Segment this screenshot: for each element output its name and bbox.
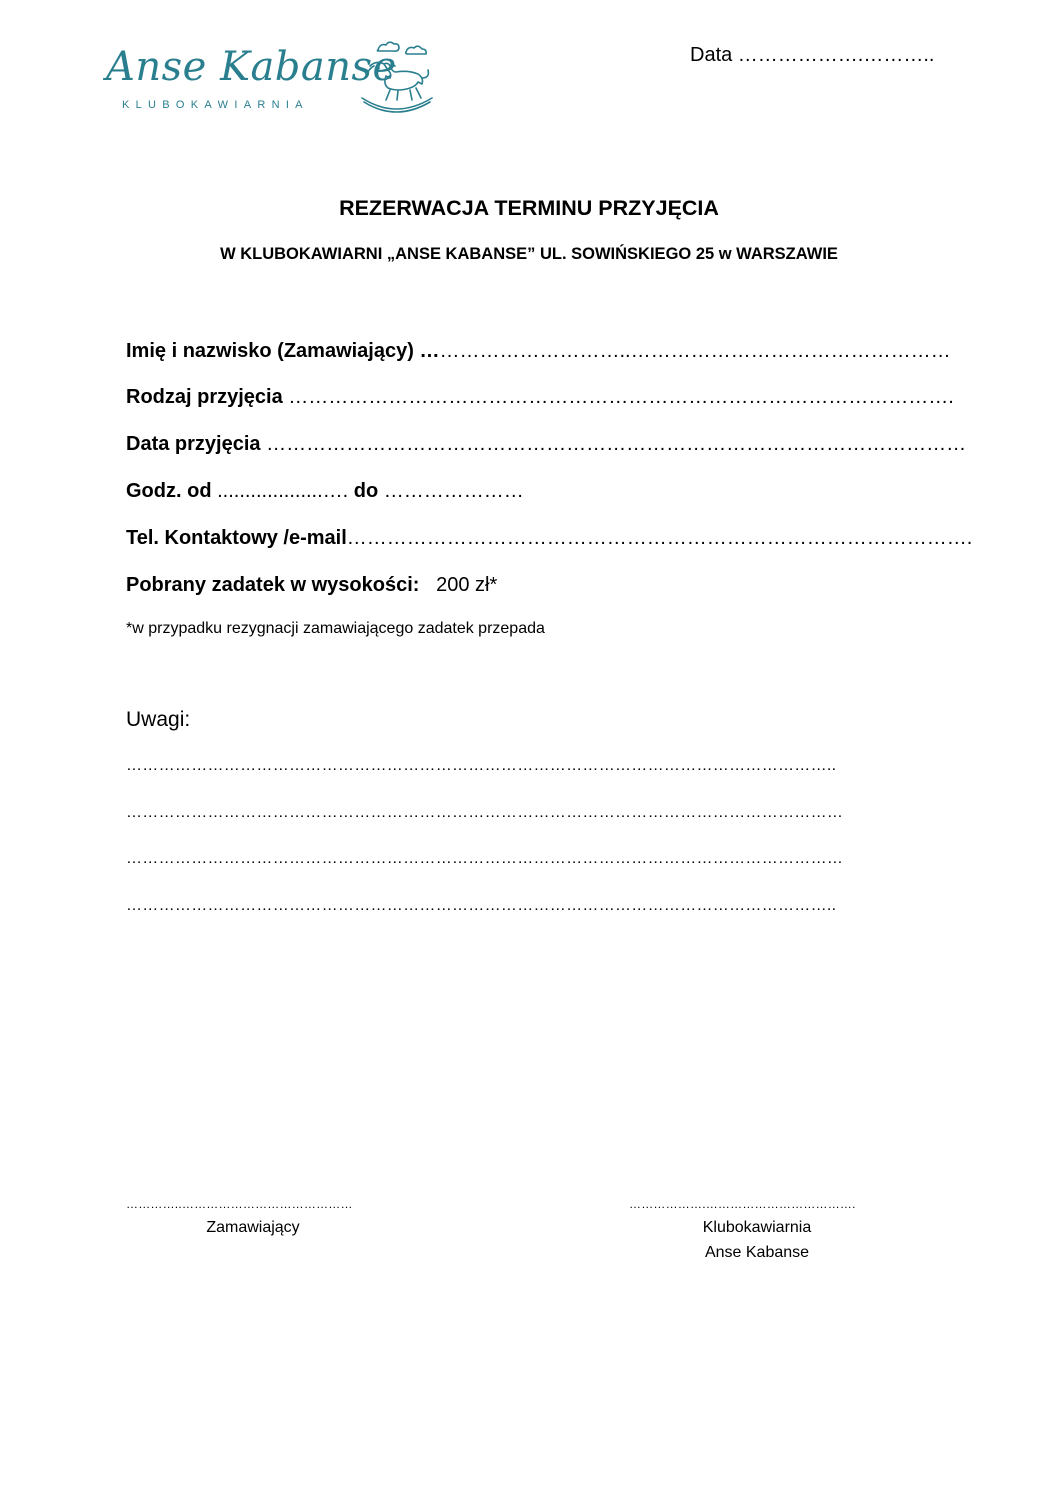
deposit-field [126,574,497,597]
name-label: Imię i nazwisko (Zamawiający) … [126,340,440,362]
contact-label: Tel. Kontaktowy /e-mail [126,527,347,549]
deposit-note: *w przypadku rezygnacji zamawiającego zadatek przepada [126,620,545,637]
date-field: Data ……………….……….. [690,44,935,66]
document-title: REZERWACJA TERMINU PRZYJĘCIA [339,196,719,220]
type-dots: ………………………………………………………………………………………. [288,386,954,408]
name-field [126,340,951,363]
remarks-line: …………………………………………………………………………………………………………………… [126,804,844,821]
type-field [126,386,954,409]
customer-signature-line: …………..…………………………………… [126,1197,353,1211]
cafe-signature-label-1: Klubokawiarnia [702,1219,812,1236]
time-from-dots: ...................…. [217,480,349,502]
event-date-field [126,433,966,456]
remarks-line: ………………………………………………………………………………………………………………….. [126,897,837,914]
logo-name: Anse Kabanse [106,44,397,90]
remarks-label: Uwagi: [126,708,191,731]
document-subtitle: W KLUBOKAWIARNI „ANSE KABANSE” UL. SOWIŃSKIEGO 25 w WARSZAWIE [220,245,838,263]
remarks-line: …………………………………………………………………………………………………………………… [126,850,844,867]
time-to-dots: ………………… [383,480,524,502]
time-from-label: Godz. od [126,480,218,502]
logo-subtitle: KLUBOKAWIARNIA [122,99,309,111]
cafe-signature-label-2: Anse Kabanse [704,1244,810,1261]
name-dots: ………………………..………………………………………… [439,340,951,362]
contact-dots: …………………………………………………………………………………. [346,527,973,549]
rocking-horse-icon [356,36,436,118]
cafe-signature-line: ……………….………………………………. [629,1197,856,1211]
deposit-label: Pobrany zadatek w wysokości: [126,574,420,596]
time-field [126,480,524,503]
contact-field [126,527,972,550]
logo [100,36,440,126]
event-date-dots: …………………………………………………………………………………………… [266,433,967,455]
remarks-line: ………………………………………………………………………………………………………………….. [126,757,837,774]
deposit-amount: 200 zł* [436,574,498,596]
type-label: Rodzaj przyjęcia [126,386,289,408]
customer-signature-label: Zamawiający [206,1219,300,1236]
time-to-label: do [348,480,384,502]
event-date-label: Data przyjęcia [126,433,267,455]
